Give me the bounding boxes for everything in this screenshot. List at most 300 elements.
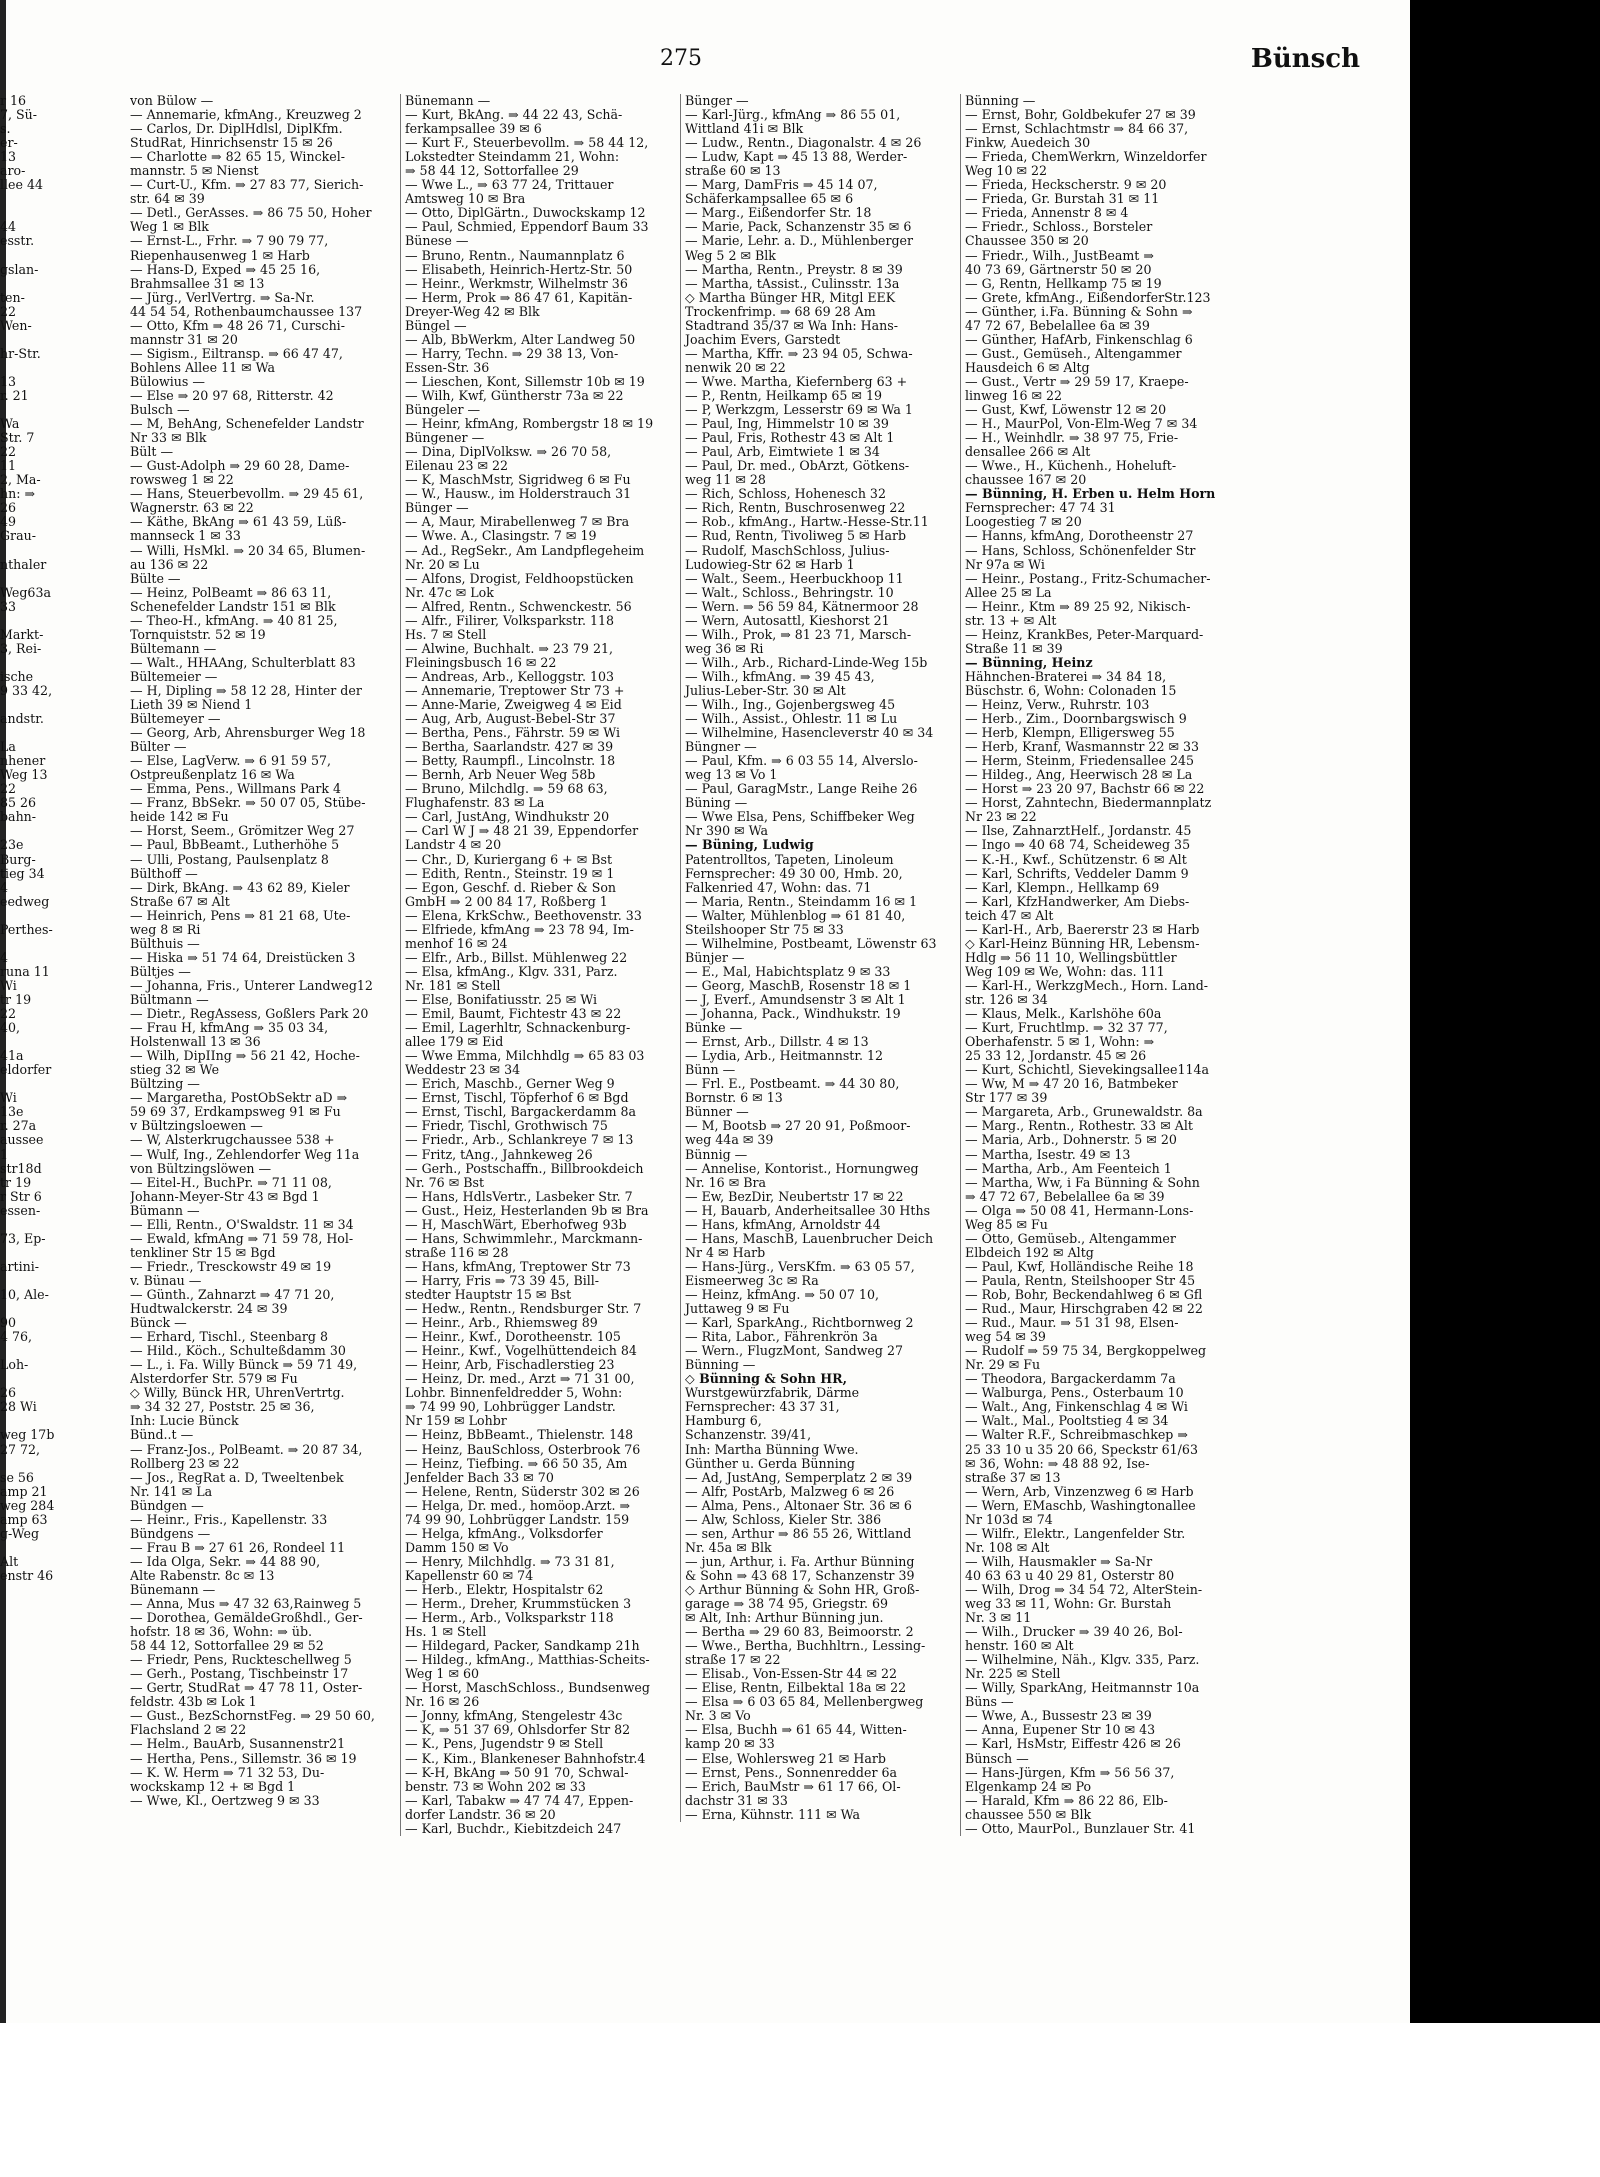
entry-line: — Walburga, Pens., Osterbaum 10 — [965, 1385, 1184, 1401]
entry-line: Grau- — [0, 528, 36, 544]
entry-line: Bünemann — — [405, 94, 491, 108]
entry-line: — Karl, SparkAng., Richtbornweg 2 — [685, 1315, 914, 1331]
entry-line: 3, Rei- — [0, 640, 42, 656]
entry-line: Fleiningsbusch 16 ✉ 22 — [405, 654, 557, 670]
entry-line: — Ernst, Tischl, Bargackerdamm 8a — [405, 1104, 637, 1120]
entry-line: — Elisab., Von-Essen-Str 44 ✉ 22 — [685, 1666, 898, 1682]
entry-line: — Heinr., Werkmstr, Wilhelmstr 36 — [405, 275, 628, 291]
entry-line: — Curt-U., Kfm. ⇒ 27 83 77, Sierich- — [130, 177, 364, 193]
entry-line: — Walt., Schloss., Behringstr. 10 — [685, 584, 894, 600]
entry-line: Bültemeyer — — [130, 711, 221, 727]
entry-line: — Dirk, BkAng. ⇒ 43 62 89, Kieler — [130, 879, 350, 895]
entry-line: — Carl W J ⇒ 48 21 39, Eppendorfer — [405, 823, 639, 839]
entry-line: — Wwe, A., Bussestr 23 ✉ 39 — [965, 1708, 1152, 1724]
entry-line: — Harry, Techn. ⇒ 29 38 13, Von- — [405, 345, 619, 361]
entry-line: 1 — [0, 1146, 9, 1162]
entry-line: Weg 1 ✉ Blk — [130, 219, 209, 235]
entry-line: — Alma, Pens., Altonaer Str. 36 ✉ 6 — [685, 1497, 912, 1513]
entry-line: Nr 4 ✉ Harb — [685, 1244, 766, 1260]
entry-line: — Heinr., Kwf., Dorotheenstr. 105 — [405, 1329, 621, 1345]
entry-line: eldorfer — [0, 1062, 52, 1078]
entry-line: — Alfons, Drogist, Feldhoopstücken — [405, 570, 634, 586]
entry-line: — Klaus, Melk., Karlshöhe 60a — [965, 1006, 1162, 1022]
entry-line: — Martha, Arb., Am Feenteich 1 — [965, 1160, 1172, 1176]
entry-line: ✉ 36, Wohn: ⇒ 48 88 92, Ise- — [965, 1455, 1150, 1471]
entry-line: 90 — [0, 1315, 17, 1331]
entry-line: — Helene, Rentn, Süderstr 302 ✉ 26 — [405, 1483, 640, 1499]
entry-line: — Wilh., Ing., Gojenbergsweg 45 — [685, 697, 896, 713]
entry-line: — Bruno, Milchdlg. ⇒ 59 68 63, — [405, 781, 608, 797]
entry-line — [0, 1302, 118, 1316]
entry-line: 73, Ep- — [0, 1230, 46, 1246]
entry-line: — Frieda, Heckscherstr. 9 ✉ 20 — [965, 177, 1167, 193]
entry-line: Hdlg ⇒ 56 11 10, Wellingsbüttler — [965, 949, 1177, 965]
entry-line: — Edith, Rentn., Steinstr. 19 ✉ 1 — [405, 865, 615, 881]
entry-line: — Egon, Geschf. d. Rieber & Son — [405, 879, 617, 895]
entry-line — [0, 249, 118, 263]
entry-line: r Str 6 — [0, 1188, 42, 1204]
entry-line: Dreyer-Weg 42 ✉ Blk — [405, 303, 540, 319]
entry-line: Bültemeier — — [130, 668, 218, 684]
entry-line: — jun, Arthur, i. Fa. Arthur Bünning — [685, 1553, 915, 1569]
entry-line: straße 17 ✉ 22 — [685, 1652, 781, 1668]
entry-line: stieg 32 ✉ We — [130, 1062, 220, 1078]
entry-line: 13e — [0, 1104, 24, 1120]
entry-line: Oberhafenstr. 5 ✉ 1, Wohn: ⇒ — [965, 1034, 1155, 1050]
entry-line: mannstr 31 ✉ 20 — [130, 331, 238, 347]
entry-line: — Paula, Rentn, Steilshooper Str 45 — [965, 1272, 1196, 1288]
entry-line: Perthes- — [0, 921, 53, 937]
entry-line: Hs. 1 ✉ Stell — [405, 1624, 487, 1640]
entry-line: Bohlens Allee 11 ✉ Wa — [130, 359, 276, 375]
entry-line: — Friedr., Arb., Schlankreye 7 ✉ 13 — [405, 1132, 634, 1148]
entry-line: — Bertha, Pens., Fährstr. 59 ✉ Wi — [405, 725, 620, 741]
entry-line: ⇒ 47 72 67, Bebelallee 6a ✉ 39 — [965, 1188, 1165, 1204]
entry-line: 22 — [0, 303, 17, 319]
entry-line — [0, 656, 118, 670]
entry-line — [0, 1541, 118, 1555]
entry-line: — Walt., Mal., Pooltstieg 4 ✉ 34 — [965, 1413, 1169, 1429]
entry-line: andstr. — [0, 711, 44, 727]
entry-line: Lokstedter Steindamm 21, Wohn: — [405, 149, 620, 165]
entry-line: — Walter, Mühlenblog ⇒ 61 81 40, — [685, 907, 906, 923]
entry-line: — Erich, BauMstr ⇒ 61 17 66, Ol- — [685, 1778, 901, 1794]
entry-line — [0, 1457, 118, 1471]
entry-line: — Bertha, Saarlandstr. 427 ✉ 39 — [405, 739, 614, 755]
entry-line: — K., Pens, Jugendstr 9 ✉ Stell — [405, 1736, 604, 1752]
entry-line: — Dorothea, GemäldeGroßhdl., Ger- — [130, 1610, 363, 1626]
entry-line: — Rob., kfmAng., Hartw.-Hesse-Str.11 — [685, 514, 929, 530]
entry-line: Nr. 181 ✉ Stell — [405, 977, 501, 993]
entry-line: — Rud, Rentn, Tivoliweg 5 ✉ Harb — [685, 528, 907, 544]
entry-line: — Rich, Schloss, Hohenesch 32 — [685, 486, 886, 502]
entry-line: — Margareta, Arb., Grunewaldstr. 8a — [965, 1104, 1203, 1120]
entry-line: — Heinz, kfmAng. ⇒ 50 07 10, — [685, 1286, 879, 1302]
entry-line: — Andreas, Arb., Kelloggstr. 103 — [405, 668, 614, 684]
entry-line: Tornquiststr. 52 ✉ 19 — [130, 626, 266, 642]
entry-line: Juttaweg 9 ✉ Fu — [685, 1301, 790, 1317]
entry-line: Straße 11 ✉ 39 — [965, 640, 1063, 656]
entry-line: Nr. 108 ✉ Alt — [965, 1539, 1050, 1555]
entry-line — [0, 403, 118, 417]
entry-line: weg 33 ✉ 11, Wohn: Gr. Burstah — [965, 1596, 1172, 1612]
entry-line: — H, Dipling ⇒ 58 12 28, Hinter der — [130, 682, 362, 698]
entry-line: 4 — [0, 879, 9, 895]
entry-line: — Maria, Arb., Dohnerstr. 5 ✉ 20 — [965, 1132, 1177, 1148]
entry-line: Nr. 45a ✉ Blk — [685, 1539, 772, 1555]
entry-line: Landstr 4 ✉ 20 — [405, 837, 502, 853]
entry-line: weg 44a ✉ 39 — [685, 1132, 774, 1148]
entry-line: — Hans, Schwimmlehr., Marckmann- — [405, 1230, 643, 1246]
entry-line: enstr 46 — [0, 1567, 54, 1583]
entry-line: Bünning — — [685, 1357, 756, 1373]
entry-line: 4 — [0, 949, 9, 965]
entry-line: — G, Rentn, Hellkamp 75 ✉ 19 — [965, 275, 1162, 291]
entry-line: Weg 109 ✉ We, Wohn: das. 111 — [965, 963, 1165, 979]
entry-line: benstr. 73 ✉ Wohn 202 ✉ 33 — [405, 1778, 586, 1794]
entry-line: — Hiska ⇒ 51 74 64, Dreistücken 3 — [130, 949, 356, 965]
entry-line: — Friedr, Pens, Ruckteschellweg 5 — [130, 1652, 352, 1668]
entry-line: — M, BehAng, Schenefelder Landstr — [130, 416, 364, 432]
entry-line: — K.-H., Kwf., Schützenstr. 6 ✉ Alt — [965, 851, 1187, 867]
entry-line: — Horst, Seem., Grömitzer Weg 27 — [130, 823, 355, 839]
entry-line: 44 — [0, 219, 17, 235]
entry-line: — Ewald, kfmAng ⇒ 71 59 78, Hol- — [130, 1230, 354, 1246]
entry-line: ◇ Willy, Bünck HR, UhrenVertrtg. — [130, 1385, 345, 1401]
entry-line: Brahmsallee 31 ✉ 13 — [130, 275, 265, 291]
entry-line: — Ilse, ZahnarztHelf., Jordanstr. 45 — [965, 823, 1192, 839]
entry-line: — Maria, Rentn., Steindamm 16 ✉ 1 — [685, 893, 918, 909]
entry-line: — Wern, EMaschb, Washingtonallee — [965, 1497, 1196, 1513]
entry-line: — Wwe Emma, Milchhdlg ⇒ 65 83 03 — [405, 1048, 645, 1064]
entry-line: — Wilh., Arb., Richard-Linde-Weg 15b — [685, 654, 928, 670]
entry-line: — Wwe., H., Küchenh., Hoheluft- — [965, 458, 1177, 474]
entry-line: Holstenwall 13 ✉ 36 — [130, 1034, 261, 1050]
entry-line: — Wilh., Assist., Ohlestr. 11 ✉ Lu — [685, 711, 898, 727]
entry-line: wockskamp 12 + ✉ Bgd 1 — [130, 1778, 296, 1794]
entry-line: Johann-Meyer-Str 43 ✉ Bgd 1 — [130, 1188, 320, 1204]
entry-line: — Helga, kfmAng., Volksdorfer — [405, 1525, 603, 1541]
entry-line: — Hans, Steuerbevollm. ⇒ 29 45 61, — [130, 486, 364, 502]
entry-line: StudRat, Hinrichsenstr 15 ✉ 26 — [130, 135, 333, 151]
entry-line: — Frau H, kfmAng ⇒ 35 03 34, — [130, 1020, 329, 1036]
entry-line: — Otto, Kfm ⇒ 48 26 71, Curschi- — [130, 317, 345, 333]
entry-line: — Käthe, BkAng ⇒ 61 43 59, Lüß- — [130, 514, 347, 530]
entry-line: feldstr. 43b ✉ Lok 1 — [130, 1694, 257, 1710]
entry-line: str18d — [0, 1160, 42, 1176]
entry-line: — Elena, KrkSchw., Beethovenstr. 33 — [405, 907, 642, 923]
column-3 — [680, 94, 957, 1822]
entry-line: nhener — [0, 753, 46, 769]
entry-line: 33 — [0, 598, 17, 614]
entry-line: Elgenkamp 24 ✉ Po — [965, 1778, 1092, 1794]
entry-line: Bünjer — — [685, 949, 745, 965]
entry-line: Bünck — — [130, 1315, 187, 1331]
entry-line: Eilenau 23 ✉ 22 — [405, 458, 509, 474]
entry-line: Schanzenstr. 39/41, — [685, 1427, 812, 1443]
entry-line: — Paul, BbBeamt., Lutherhöhe 5 — [130, 837, 340, 853]
entry-line: — Paul, Ing, Himmelstr 10 ✉ 39 — [685, 416, 889, 432]
entry-line: — Walter R.F., Schreibmaschkep ⇒ — [965, 1427, 1188, 1443]
entry-line: 22 — [0, 781, 17, 797]
entry-line: — Jonny, kfmAng, Stengelestr 43c — [405, 1708, 623, 1724]
entry-line: — Margaretha, PostObSektr aD ⇒ — [130, 1090, 348, 1106]
entry-line: — Paul, Dr. med., ObArzt, Götkens- — [685, 458, 910, 474]
entry-line: garage ⇒ 38 74 95, Griegstr. 69 — [685, 1596, 889, 1612]
entry-line — [0, 544, 118, 558]
entry-line: — Wilh, DipIIng ⇒ 56 21 42, Hoche- — [130, 1048, 360, 1064]
entry-line: Weg 13 — [0, 767, 48, 783]
entry-line: — Ulli, Postang, Paulsenplatz 8 — [130, 851, 329, 867]
entry-line: — Eitel-H., BuchPr. ⇒ 71 11 08, — [130, 1174, 332, 1190]
entry-line: — Karl, Schrifts, Veddeler Damm 9 — [965, 865, 1189, 881]
entry-line: 26 — [0, 1385, 17, 1401]
entry-line: — Frieda, Gr. Burstah 31 ✉ 11 — [965, 191, 1160, 207]
entry-line: Bünemann — — [130, 1581, 216, 1597]
entry-line: ✉ Alt, Inh: Arthur Bünning jun. — [685, 1610, 884, 1626]
entry-line: 49 — [0, 514, 17, 530]
entry-line: Bültzing — — [130, 1076, 200, 1092]
entry-line: — Alfred, Rentn., Schwenckestr. 56 — [405, 598, 632, 614]
entry-line: straße 37 ✉ 13 — [965, 1469, 1061, 1485]
entry-line: Burg- — [0, 851, 36, 867]
entry-line: runa 11 — [0, 963, 50, 979]
entry-line: Bülter — — [130, 739, 187, 755]
entry-line: tr 19 — [0, 992, 32, 1007]
entry-line: — Walt., HHAAng, Schulterblatt 83 — [130, 654, 356, 670]
entry-line: — Else, Wohlersweg 21 ✉ Harb — [685, 1750, 886, 1766]
entry-line: weg 13 ✉ Vo 1 — [685, 767, 778, 783]
entry-line: — K, MaschMstr, Sigridweg 6 ✉ Fu — [405, 472, 631, 488]
entry-line: chaussee 550 ✉ Blk — [965, 1806, 1092, 1822]
entry-line: — Gerh., Postang, Tischbeinstr 17 — [130, 1666, 349, 1682]
entry-line: Büns — — [965, 1694, 1014, 1710]
entry-line: Wi — [0, 1090, 17, 1106]
entry-line: — K. W. Herm ⇒ 71 32 53, Du- — [130, 1764, 325, 1780]
entry-line: — Anna, Mus ⇒ 47 32 63,Rainweg 5 — [130, 1596, 362, 1612]
entry-line: — Friedr, Tischl, Grothwisch 75 — [405, 1118, 608, 1134]
entry-line: str. 64 ✉ 39 — [130, 191, 205, 207]
entry-line: — Bünning, H. Erben u. Helm Horn — [965, 486, 1216, 502]
entry-line: s. — [0, 121, 11, 137]
entry-line: 58 44 12, Sottorfallee 29 ✉ 52 — [130, 1638, 324, 1654]
entry-line: Julius-Leber-Str. 30 ✉ Alt — [685, 682, 846, 698]
entry-line: 9 33 42, — [0, 682, 53, 698]
entry-line: — Ernst-L., Frhr. ⇒ 7 90 79 77, — [130, 233, 329, 249]
entry-line: hofstr. 18 ✉ 36, Wohn: ⇒ üb. — [130, 1624, 313, 1640]
entry-line: — Marg, DamFris ⇒ 45 14 07, — [685, 177, 878, 193]
column-2 — [400, 94, 677, 1836]
entry-line: mannseck 1 ✉ 33 — [130, 528, 241, 544]
entry-line: — Charlotte ⇒ 82 65 15, Winckel- — [130, 149, 345, 165]
entry-line: — Walt., Ang, Finkenschlag 4 ✉ Wi — [965, 1399, 1188, 1415]
entry-line: — Georg, MaschB, Rosenstr 18 ✉ 1 — [685, 977, 912, 993]
entry-line: Nr 33 ✉ Blk — [130, 430, 207, 446]
entry-line: Nr. 225 ✉ Stell — [965, 1666, 1061, 1682]
entry-line: — Paul, Arb, Eimtwiete 1 ✉ 34 — [685, 444, 880, 460]
entry-line: — W., Hausw., im Holderstrauch 31 — [405, 486, 632, 502]
entry-line: — Hans-D, Exped ⇒ 45 25 16, — [130, 261, 321, 277]
entry-line: — Detl., GerAsses. ⇒ 86 75 50, Hoher — [130, 205, 372, 221]
entry-line: — Heinr, Arb, Fischadlerstieg 23 — [405, 1357, 615, 1373]
scan-background-bottom — [0, 2023, 1600, 2177]
entry-line: Büning — — [685, 795, 748, 811]
entry-line: dachstr 31 ✉ 33 — [685, 1792, 788, 1808]
entry-line: tieg 34 — [0, 865, 45, 881]
entry-line: — Alwine, Buchhalt. ⇒ 23 79 21, — [405, 640, 613, 656]
entry-line: — Else, LagVerw. ⇒ 6 91 59 57, — [130, 753, 332, 769]
entry-line: — Paul, Schmied, Eppendorf Baum 33 — [405, 219, 649, 235]
entry-line: Wen- — [0, 317, 32, 333]
entry-line: — Heinr., Kwf., Vogelhüttendeich 84 — [405, 1343, 637, 1359]
entry-line: — Alb, BbWerkm, Alter Landweg 50 — [405, 331, 636, 347]
entry-line: Wi — [0, 977, 17, 993]
entry-line: — Karl, KfzHandwerker, Am Diebs- — [965, 893, 1190, 909]
entry-line: — Chr., D, Kuriergang 6 + ✉ Bst — [405, 851, 613, 867]
entry-line: — Wwe., Bertha, Buchhltrn., Lessing- — [685, 1638, 926, 1654]
entry-line: Elbdeich 192 ✉ Altg — [965, 1244, 1094, 1260]
entry-line: r. 21 — [0, 387, 29, 403]
entry-line: — Kurt, Fruchtlmp. ⇒ 32 37 77, — [965, 1020, 1168, 1036]
entry-line: — Olga ⇒ 50 08 41, Hermann-Lons- — [965, 1202, 1194, 1218]
entry-line: — Erna, Kühnstr. 111 ✉ Wa — [685, 1806, 861, 1822]
entry-line: von Bültzingslöwen — — [130, 1160, 272, 1176]
entry-line: — Hertha, Pens., Sillemstr. 36 ✉ 19 — [130, 1750, 357, 1766]
entry-line: — Helga, Dr. med., homöop.Arzt. ⇒ — [405, 1497, 631, 1513]
entry-line: aro- — [0, 163, 26, 179]
entry-line: — Wulf, Ing., Zehlendorfer Weg 11a — [130, 1146, 360, 1162]
entry-line: rowsweg 1 ✉ 22 — [130, 472, 234, 488]
entry-line: — Elsa, Buchh ⇒ 61 65 44, Witten- — [685, 1722, 907, 1738]
entry-line: 11 — [0, 458, 17, 474]
entry-line: aussee — [0, 1132, 44, 1148]
entry-line: — A, Maur, Mirabellenweg 7 ✉ Bra — [405, 514, 630, 530]
entry-line: Loogestieg 7 ✉ 20 — [965, 514, 1082, 530]
entry-line: — Erich, Maschb., Gerner Weg 9 — [405, 1076, 615, 1092]
entry-line: Schäferkampsallee 65 ✉ 6 — [685, 191, 854, 207]
entry-line: — Gust., Vertr ⇒ 29 59 17, Kraepe- — [965, 373, 1189, 389]
entry-line: 23e — [0, 837, 24, 853]
entry-line: — Herm, Steinm, Friedensallee 245 — [965, 753, 1195, 769]
entry-line: Jenfelder Bach 33 ✉ 70 — [405, 1469, 554, 1485]
entry-line: Fernsprecher: 47 74 31 — [965, 500, 1116, 516]
entry-line: — Herb., Zim., Doornbargswisch 9 — [965, 711, 1187, 727]
entry-line: Nr. 20 ✉ Lu — [405, 556, 480, 572]
entry-line: — Dietr., RegAssess, Goßlers Park 20 — [130, 1006, 369, 1022]
entry-line: Straße 67 ✉ Alt — [130, 893, 230, 909]
entry-line: kamp 20 ✉ 33 — [685, 1736, 775, 1752]
entry-line: teich 47 ✉ Alt — [965, 907, 1054, 923]
entry-line: Nr. 3 ✉ Vo — [685, 1708, 751, 1724]
entry-line: ⇒ 74 99 90, Lohbrügger Landstr. — [405, 1399, 616, 1415]
entry-line: Bültemann — — [130, 640, 217, 656]
entry-line: ten- — [0, 289, 25, 305]
entry-line: 44 54 54, Rothenbaumchaussee 137 — [130, 303, 363, 319]
page-number: 275 — [660, 46, 702, 71]
entry-line: — Wwe L., ⇒ 63 77 24, Trittauer — [405, 177, 614, 193]
entry-line: Nr 97a ✉ Wi — [965, 556, 1045, 572]
entry-line: Weddestr 23 ✉ 34 — [405, 1062, 521, 1078]
entry-line: — Heinr., Postang., Fritz-Schumacher- — [965, 570, 1211, 586]
entry-line: 4 76, — [0, 1329, 33, 1345]
entry-line: — Frieda, ChemWerkrn, Winzeldorfer — [965, 149, 1207, 165]
entry-line: — Kurt, Schichtl, Sievekingsallee114a — [965, 1062, 1209, 1078]
entry-line: straße 60 ✉ 13 — [685, 163, 781, 179]
entry-line: — K., Kim., Blankeneser Bahnhofstr.4 — [405, 1750, 646, 1766]
entry-line: — Günth., Zahnarzt ⇒ 47 71 20, — [130, 1286, 335, 1302]
entry-line: — Ludw., Rentn., Diagonalstr. 4 ✉ 26 — [685, 135, 922, 151]
entry-line: — Ad., RegSekr., Am Landpflegeheim — [405, 542, 645, 558]
entry-line: — Wilfr., Elektr., Langenfelder Str. — [965, 1525, 1186, 1541]
entry-line: 27 72, — [0, 1441, 41, 1457]
entry-line: 47 72 67, Bebelallee 6a ✉ 39 — [965, 317, 1150, 333]
entry-line: — Hildeg., Ang, Heerwisch 28 ✉ La — [965, 767, 1193, 783]
entry-line: Bünsch — — [965, 1750, 1029, 1766]
entry-line: Günther u. Gerda Bünning — [685, 1455, 855, 1471]
entry-line: — Gust., BezSchornstFeg. ⇒ 29 50 60, — [130, 1708, 375, 1724]
entry-line: str. 13 + ✉ Alt — [965, 612, 1057, 628]
entry-line: — Jos., RegRat a. D, Tweeltenbek — [130, 1469, 344, 1485]
entry-line: 59 69 37, Erdkampsweg 91 ✉ Fu — [130, 1104, 341, 1120]
entry-line: Weg63a — [0, 584, 51, 600]
entry-line: Bülte — — [130, 570, 181, 586]
entry-line: — Anna, Eupener Str 10 ✉ 43 — [965, 1722, 1156, 1738]
column-fragment-left — [0, 94, 118, 1583]
entry-line: Nr. 16 ✉ 26 — [405, 1694, 480, 1710]
entry-line: — P., Rentn, Heilkamp 65 ✉ 19 — [685, 387, 882, 403]
entry-line: — Emil, Baumt, Fichtestr 43 ✉ 22 — [405, 1006, 622, 1022]
entry-line — [0, 824, 118, 838]
entry-line: — Harald, Kfm ⇒ 86 22 86, Elb- — [965, 1792, 1168, 1808]
entry-line: — Günther, i.Fa. Bünning & Sohn ⇒ — [965, 303, 1193, 319]
entry-line: Markt- — [0, 626, 44, 642]
entry-line: Ludowieg-Str 62 ✉ Harb 1 — [685, 556, 855, 572]
entry-line: — Otto, Gemüseb., Altengammer — [965, 1230, 1176, 1246]
entry-line: — Ernst, Arb., Dillstr. 4 ✉ 13 — [685, 1034, 869, 1050]
entry-line: Allee 25 ✉ La — [965, 584, 1052, 600]
entry-line: Steilshooper Str 75 ✉ 33 — [685, 921, 844, 937]
entry-line: — Wilhelmine, Näh., Klgv. 335, Parz. — [965, 1652, 1200, 1668]
entry-line: Büschstr. 6, Wohn: Colonaden 15 — [965, 682, 1177, 698]
entry-line: — Franz-Jos., PolBeamt. ⇒ 20 87 34, — [130, 1441, 363, 1457]
entry-line: — Rita, Labor., Fährenkrön 3a — [685, 1329, 878, 1345]
entry-line: — Martha, Isestr. 49 ✉ 13 — [965, 1146, 1131, 1162]
entry-line: weg 284 — [0, 1497, 55, 1513]
entry-line — [0, 1035, 118, 1049]
entry-line: se 56 — [0, 1469, 34, 1485]
entry-line: — Heinz, BauSchloss, Osterbrook 76 — [405, 1441, 641, 1457]
entry-line: ◇ Bünning & Sohn HR, — [685, 1371, 848, 1387]
entry-line: — Annemarie, kfmAng., Kreuzweg 2 — [130, 107, 362, 123]
entry-line: — H., Weinhdlr. ⇒ 38 97 75, Frie- — [965, 430, 1179, 446]
entry-line: Nr 23 ✉ 22 — [965, 809, 1037, 825]
entry-line: Bulsch — — [130, 402, 190, 418]
entry-line: — Carl, JustAng, Windhukstr 20 — [405, 809, 610, 825]
entry-line: — Wilh, Hausmakler ⇒ Sa-Nr — [965, 1553, 1153, 1569]
entry-line: heide 142 ✉ Fu — [130, 809, 229, 825]
entry-line: — Rich, Rentn, Buschrosenweg 22 — [685, 500, 906, 516]
entry-line: Weg 10 ✉ 22 — [965, 163, 1048, 179]
entry-line: henstr. 160 ✉ Alt — [965, 1638, 1074, 1654]
entry-line: — Heinz, Dr. med., Arzt ⇒ 71 31 00, — [405, 1371, 635, 1387]
entry-line — [0, 1077, 118, 1091]
entry-line: 26 — [0, 500, 17, 516]
entry-line: ◇ Arthur Bünning & Sohn HR, Groß- — [685, 1581, 920, 1597]
entry-line: — Gerh., Postschaffn., Billbrookdeich — [405, 1160, 644, 1176]
entry-line: — Heinz, Tiefbing. ⇒ 66 50 35, Am — [405, 1455, 628, 1471]
entry-line: & Sohn ⇒ 43 68 17, Schanzenstr 39 — [685, 1567, 915, 1583]
entry-line: Nr. 47c ✉ Lok — [405, 584, 494, 600]
